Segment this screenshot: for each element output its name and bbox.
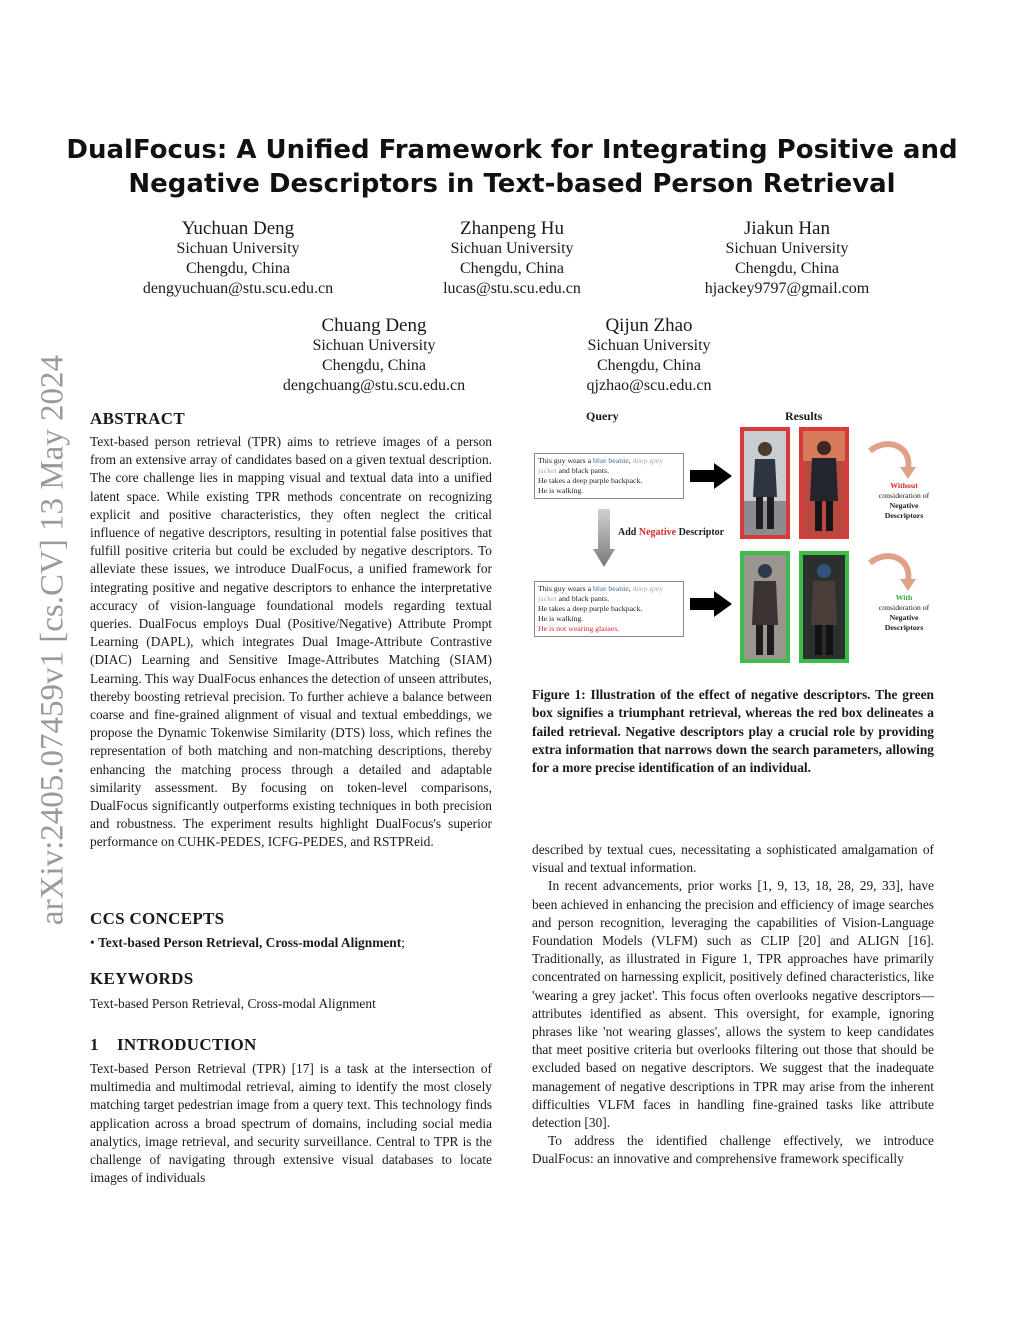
ccs-heading: CCS CONCEPTS bbox=[90, 909, 225, 928]
query-text: and black pants. bbox=[556, 466, 610, 475]
curved-arrow-icon bbox=[866, 439, 916, 481]
query-text: , bbox=[628, 456, 633, 465]
intro-paragraph: described by textual cues, necessitating a sophisticated amalgamation of visual and textual information. bbox=[532, 842, 934, 876]
author-affiliation: Sichuan University bbox=[587, 337, 711, 354]
result-photo-failed bbox=[799, 427, 849, 539]
author-email: qjzhao@scu.edu.cn bbox=[586, 377, 712, 394]
person-silhouette bbox=[744, 555, 786, 659]
author-location: Chengdu, China bbox=[186, 260, 290, 277]
author-name: Chuang Deng bbox=[321, 315, 427, 336]
figure-caption: Figure 1: Illustration of the effect of negative descriptors. The green box signifies a triumphant retrieval, whereas the red box delineates a failed retrieval. Negative descriptors play a crucial role by providing extra information that narrows down the search parameters, allowing for a more precise identification of an individual. bbox=[532, 687, 934, 776]
note-text: consideration of bbox=[878, 603, 930, 612]
note-text: Negative bbox=[889, 613, 919, 622]
intro-paragraph: Text-based Person Retrieval (TPR) [17] is a task at the intersection of multimedia and multimodal retrieval, aiming to identify the most closely matching target pedestrian image from a query text. This technology finds application across a broad spectrum of domains, including social media analytics, image retrieval, and security surveillance. Central to TPR is the challenge of navigating through extensive visual databases to locate images of individuals bbox=[90, 1061, 492, 1186]
author-block bbox=[254, 314, 494, 396]
author-email: lucas@stu.scu.edu.cn bbox=[443, 280, 581, 297]
author-affiliation: Sichuan University bbox=[176, 240, 300, 257]
paper-title: DualFocus: A Unified Framework for Integrating Positive and Negative Descriptors in Text-based Person Retrieval bbox=[66, 135, 958, 199]
ccs-item bbox=[90, 934, 492, 952]
ccs-concept: Text-based Person Retrieval, Cross-modal Alignment bbox=[98, 935, 402, 950]
add-label-text: Add bbox=[618, 527, 639, 538]
author-name: Yuchuan Deng bbox=[181, 218, 295, 239]
intro-paragraph: In recent advancements, prior works [1, 9, 13, 18, 28, 29, 33], have been achieved in enhancing the precision and efficiency of image searches and person recognition, leveraging the capabilities of Vision-Language Foundation Models (VLFM) such as CLIP [20] and ALIGN [16]. Traditionally, as illustrated in Figure 1, TPR approaches have primarily concentrated on harnessing explicit, positively defined characteristics, like 'wearing a grey jacket'. This focus often overlooks negative descriptors—attributes identified as absent. This oversight, for example, ignoring phrases like 'not wearing glasses', allows the system to keep candidates that meet positive criteria but overlooks filtering out those that should be excluded based on negative descriptors. We suggest that the inadequate management of negative descriptions in TPR may arise from the inherent difficulties VLFM faces in handling fine-grained tasks like attribute detection [30]. bbox=[532, 878, 934, 1131]
query-text-blue: blue beanie bbox=[593, 584, 629, 593]
negative-descriptor-text: He is not wearing glasses. bbox=[538, 624, 620, 633]
with-word: With bbox=[895, 593, 913, 602]
author-location: Chengdu, China bbox=[735, 260, 839, 277]
author-location: Chengdu, China bbox=[322, 357, 426, 374]
keywords-text bbox=[90, 995, 492, 1013]
note-text: Descriptors bbox=[884, 623, 924, 632]
person-silhouette bbox=[803, 555, 845, 659]
author-affiliation: Sichuan University bbox=[725, 240, 849, 257]
add-negative-label bbox=[618, 527, 724, 538]
negative-word: Negative bbox=[638, 527, 677, 538]
introduction-text bbox=[90, 1060, 492, 1187]
intro-paragraph: To address the identified challenge effectively, we introduce DualFocus: an innovative and comprehensive framework specifically bbox=[532, 1133, 934, 1167]
query-text-grey: jacket bbox=[538, 594, 557, 603]
author-affiliation: Sichuan University bbox=[450, 240, 574, 257]
result-photo-failed bbox=[740, 427, 790, 539]
query-text-grey: jacket bbox=[538, 466, 557, 475]
query-text-box bbox=[534, 453, 684, 499]
introduction-heading: 1 INTRODUCTION bbox=[90, 1035, 257, 1054]
author-location: Chengdu, China bbox=[460, 260, 564, 277]
keywords-paragraph: Text-based Person Retrieval, Cross-modal Alignment bbox=[90, 996, 376, 1011]
add-label-text: Descriptor bbox=[676, 527, 725, 538]
results-label: Results bbox=[785, 409, 823, 423]
query-text: He takes a deep purple backpack. bbox=[538, 476, 643, 485]
right-arrow-icon bbox=[690, 463, 732, 489]
arxiv-stamp: arXiv:2405.07459v1 [cs.CV] 13 May 2024 bbox=[34, 354, 71, 926]
query-text: He is walking. bbox=[538, 486, 584, 495]
query-text-grey: deep grey bbox=[632, 456, 664, 465]
with-note bbox=[868, 593, 940, 633]
query-text: and black pants. bbox=[556, 594, 610, 603]
introduction-text-continued bbox=[532, 841, 934, 1169]
query-text: , bbox=[628, 584, 633, 593]
down-arrow-icon bbox=[593, 509, 615, 567]
query-text-box-negative bbox=[534, 581, 684, 637]
ccs-bullet: • bbox=[90, 935, 95, 950]
note-text: consideration of bbox=[878, 491, 930, 500]
query-text-blue: blue beanie bbox=[593, 456, 629, 465]
curved-arrow-icon bbox=[866, 551, 916, 593]
result-photo-success bbox=[799, 551, 849, 663]
note-text: Descriptors bbox=[884, 511, 924, 520]
author-block bbox=[392, 217, 632, 299]
without-word: Without bbox=[890, 481, 918, 490]
person-silhouette bbox=[803, 431, 845, 535]
without-note bbox=[868, 481, 940, 521]
author-email: dengchuang@stu.scu.edu.cn bbox=[282, 377, 466, 394]
author-affiliation: Sichuan University bbox=[312, 337, 436, 354]
query-text: He is walking. bbox=[538, 614, 584, 623]
author-name: Jiakun Han bbox=[743, 218, 830, 239]
author-email: hjackey9797@gmail.com bbox=[704, 280, 870, 297]
right-arrow-icon bbox=[690, 591, 732, 617]
query-text: This guy wears a bbox=[538, 584, 593, 593]
figure-1 bbox=[530, 405, 940, 680]
query-label: Query bbox=[586, 409, 619, 423]
author-name: Qijun Zhao bbox=[605, 315, 693, 336]
abstract-paragraph: Text-based person retrieval (TPR) aims to retrieve images of a person from an extensive array of candidates based on a given textual description. The core challenge lies in mapping visual and textual data into a unified latent space. While existing TPR methods concentrate on recognizing explicit and positive characteristics, they often neglect the critical influence of negative descriptors, resulting in potential false positives that fulfill positive criteria but could be excluded by negative descriptors. To alleviate these issues, we introduce DualFocus, a unified framework for integrating positive and negative descriptors to enhance the interpretative accuracy of vision-language foundational models regarding textual queries. DualFocus employs Dual (Positive/Negative) Attribute Prompt Learning (DAPL), which integrates Dual Image-Attribute Contrastive (DIAC) Learning and Sensitive Image-Attributes Matching (SIAM) Learning. This way DualFocus enhances the detection of unseen attributes, thereby boosting retrieval precision. To further achieve a balance between coarse and fine-grained alignment of visual and textual embeddings, we propose the Dynamic Tokenwise Similarity (DTS) loss, which refines the representation of both matching and non-matching descriptions, thereby enhancing the matching process through a detailed and adaptable similarity assessment. By focusing on token-level comparisons, DualFocus significantly outperforms existing techniques in both precision and robustness. The experiment results highlight DualFocus's superior performance on CUHK-PEDES, ICFG-PEDES, and RSTPReid. bbox=[90, 434, 492, 850]
ccs-suffix: ; bbox=[401, 935, 405, 950]
author-block bbox=[529, 314, 769, 396]
author-email: dengyuchuan@stu.scu.edu.cn bbox=[142, 280, 334, 297]
abstract-text bbox=[90, 433, 492, 852]
query-text: This guy wears a bbox=[538, 456, 593, 465]
author-name: Zhanpeng Hu bbox=[460, 218, 564, 239]
result-photo-success bbox=[740, 551, 790, 663]
author-block bbox=[118, 217, 358, 299]
person-silhouette bbox=[744, 431, 786, 535]
keywords-heading: KEYWORDS bbox=[90, 969, 194, 988]
abstract-heading: ABSTRACT bbox=[90, 409, 185, 428]
author-block bbox=[667, 217, 907, 299]
query-text-grey: deep grey bbox=[632, 584, 664, 593]
query-text: He takes a deep purple backpack. bbox=[538, 604, 643, 613]
note-text: Negative bbox=[889, 501, 919, 510]
author-location: Chengdu, China bbox=[597, 357, 701, 374]
